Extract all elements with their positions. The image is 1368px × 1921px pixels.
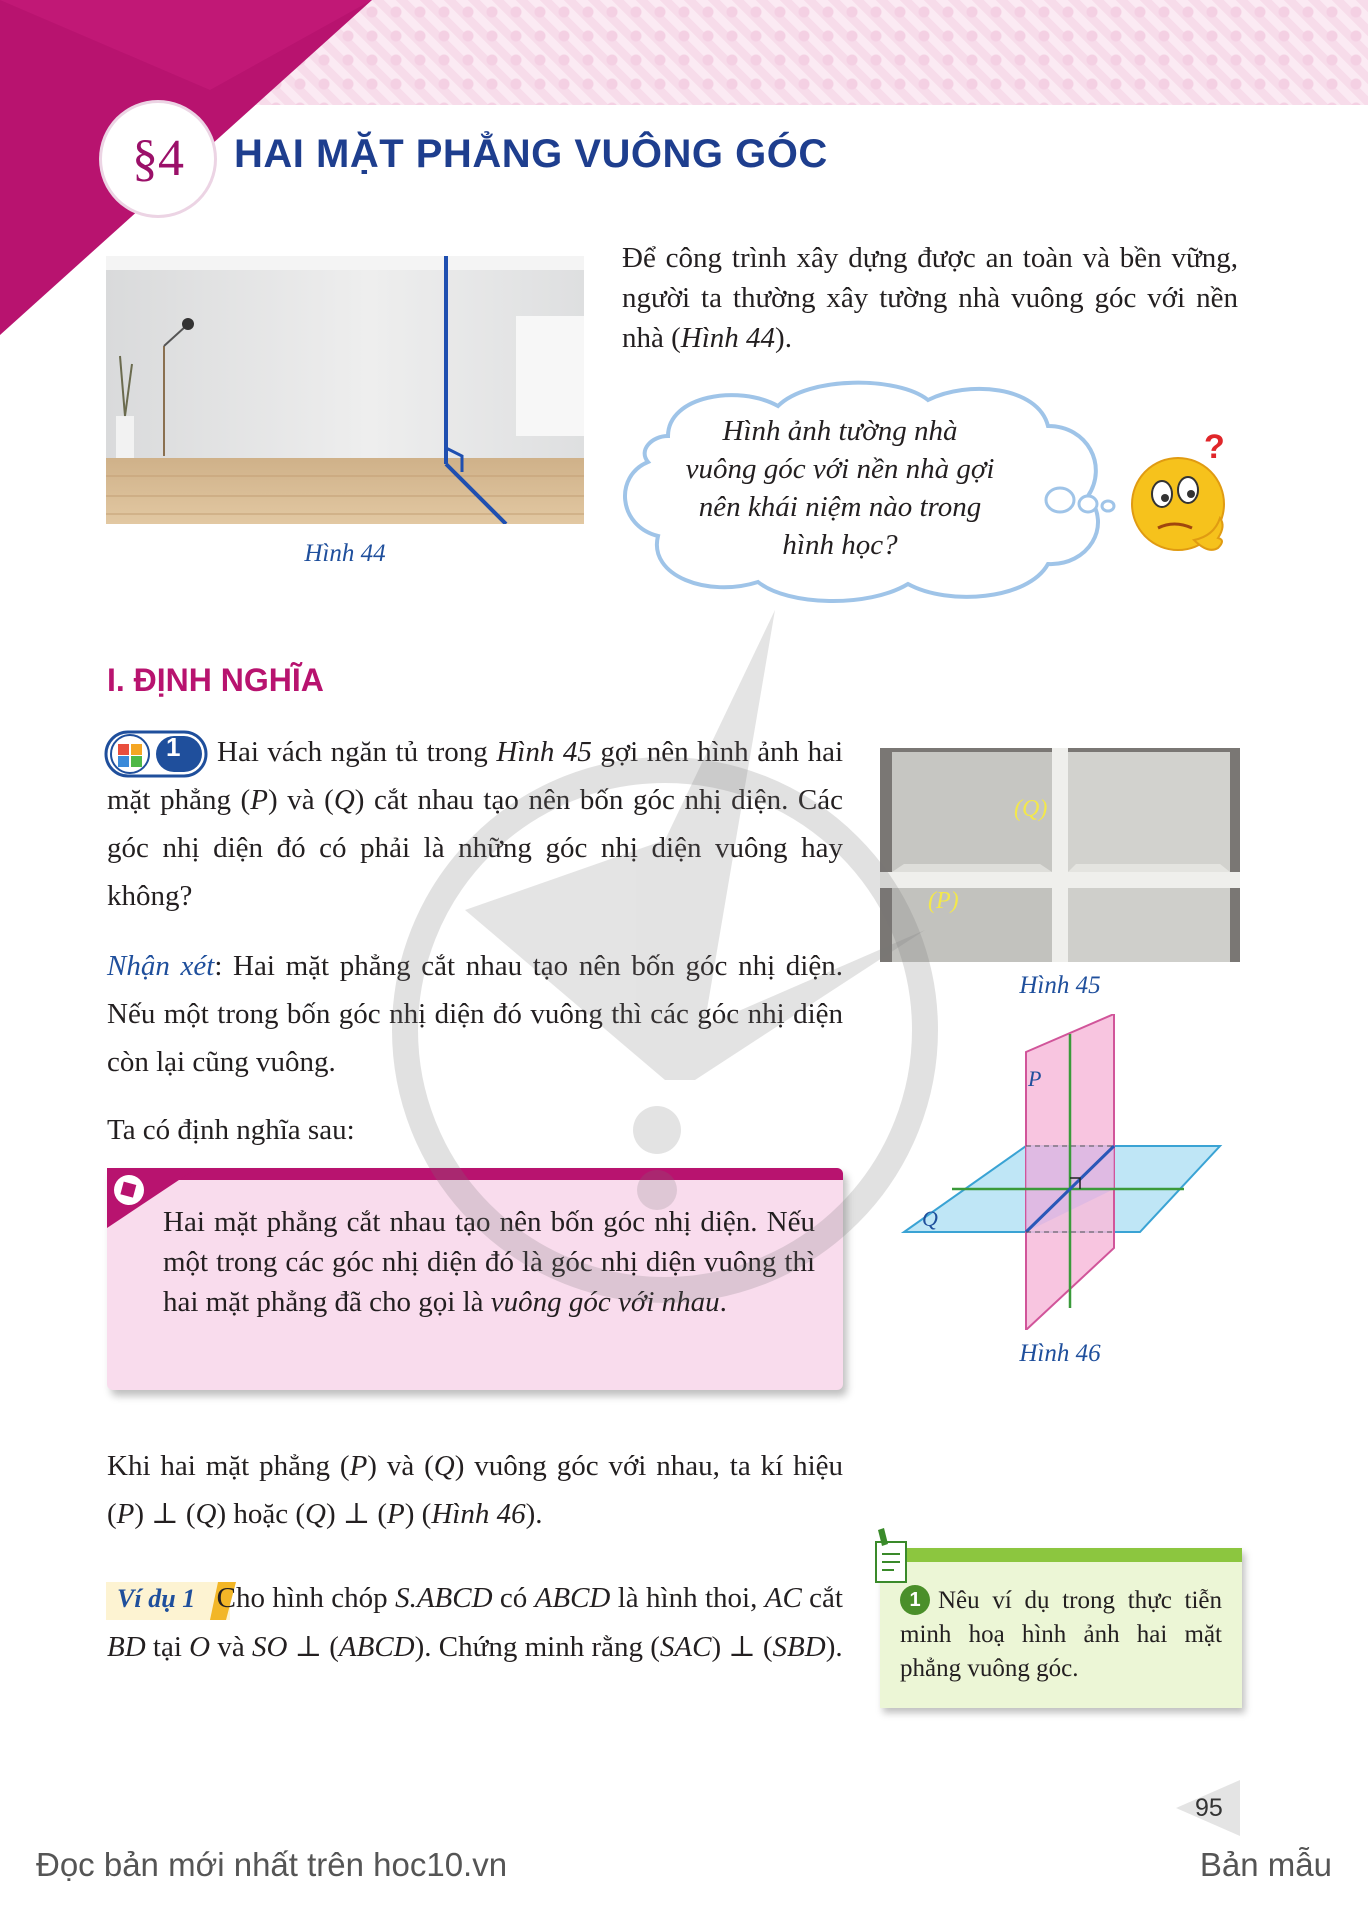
page-title: HAI MẶT PHẲNG VUÔNG GÓC bbox=[234, 132, 828, 176]
definition-text: Hai mặt phẳng cắt nhau tạo nên bốn góc nhị diện. Nếu một trong các góc nhị diện đó là góc nhị diện vuông thì hai mặt phẳng đã cho gọi là vuông góc với nhau. bbox=[163, 1206, 815, 1318]
section-symbol: §4 bbox=[132, 130, 184, 187]
bubble-line-2: vuông góc với nền nhà gợi bbox=[685, 453, 995, 485]
thinking-emoji-icon bbox=[1122, 428, 1242, 560]
figure-44-room-photo bbox=[106, 256, 584, 524]
notation-paragraph: Khi hai mặt phẳng (P) và (Q) vuông góc với nhau, ta kí hiệu (P) ⊥ (Q) hoặc (Q) ⊥ (P) (Hình 46). bbox=[107, 1450, 844, 1530]
activity-1-paragraph: Hai vách ngăn tủ trong Hình 45 gợi nên hình ảnh hai mặt phẳng (P) và (Q) cắt nhau tạo nên bốn góc nhị diện. Các góc nhị diện đó có phải là những góc nhị diện vuông hay không? bbox=[107, 736, 844, 912]
definition-box-top-bar bbox=[107, 1168, 843, 1180]
page-number: 95 bbox=[1195, 1794, 1223, 1822]
intro-text-end: ). bbox=[775, 322, 792, 354]
figure-45-label-P: (P) bbox=[928, 888, 959, 914]
figure-46-label-Q: Q bbox=[922, 1206, 938, 1231]
figure-45-caption: Hình 45 bbox=[1019, 972, 1101, 999]
remark-paragraph: Nhận xét: Hai mặt phẳng cắt nhau tạo nên bốn góc nhị diện. Nếu một trong bốn góc nhị diện đó vuông thì các góc nhị diện còn lại cũng vuông. bbox=[107, 950, 843, 1078]
figure-46-planes-diagram bbox=[896, 1014, 1236, 1330]
bubble-line-1: Hình ảnh tường nhà bbox=[722, 415, 958, 447]
definition-lead-in: Ta có định nghĩa sau: bbox=[107, 1114, 355, 1146]
definition-box bbox=[107, 1168, 843, 1390]
figure-46-caption: Hình 46 bbox=[1019, 1340, 1101, 1367]
practice-note-number: 1 bbox=[900, 1585, 930, 1615]
figure-46-label-P: P bbox=[1028, 1066, 1042, 1091]
svg-text:?: ? bbox=[1204, 428, 1225, 466]
bubble-line-4: hình học? bbox=[782, 529, 898, 561]
figure-45-cabinet-photo bbox=[880, 748, 1240, 962]
section-heading: I. ĐỊNH NGHĨA bbox=[107, 662, 324, 698]
figure-45-label-Q: (Q) bbox=[1014, 796, 1048, 822]
practice-note-top-bar bbox=[880, 1548, 1242, 1562]
intro-text: Để công trình xây dựng được an toàn và bền vững, người ta thường xây tường nhà vuông góc với nền nhà ( bbox=[622, 242, 1238, 354]
bubble-line-3: nên khái niệm nào trong bbox=[698, 491, 982, 523]
definition-term: vuông góc với nhau bbox=[490, 1286, 720, 1318]
practice-note-text: 1 Nêu ví dụ trong thực tiễn minh hoạ hình ảnh hai mặt phẳng vuông góc. bbox=[900, 1587, 1222, 1682]
thought-bubble-text bbox=[630, 412, 1050, 564]
activity-number: 1 bbox=[166, 732, 181, 762]
example-1-label: Ví dụ 1 bbox=[117, 1584, 196, 1613]
section-number-badge bbox=[102, 103, 214, 215]
remark-label: Nhận xét bbox=[107, 950, 215, 982]
pencil-note-icon bbox=[872, 1528, 912, 1586]
intro-paragraph bbox=[622, 238, 1238, 358]
footer-website-link[interactable]: Đọc bản mới nhất trên hoc10.vn bbox=[36, 1846, 508, 1883]
practice-note-box bbox=[880, 1548, 1242, 1708]
intro-figure-ref: Hình 44 bbox=[680, 322, 776, 354]
example-1-paragraph: Ví dụ 1 Cho hình chóp S.ABCD có ABCD là hình thoi, AC cắt BD tại O và SO ⊥ (ABCD). Chứng minh rằng (SAC) ⊥ (SBD). bbox=[107, 1582, 843, 1663]
figure-44-caption: Hình 44 bbox=[304, 540, 386, 567]
footer-edition-label: Bản mẫu bbox=[1199, 1846, 1332, 1883]
